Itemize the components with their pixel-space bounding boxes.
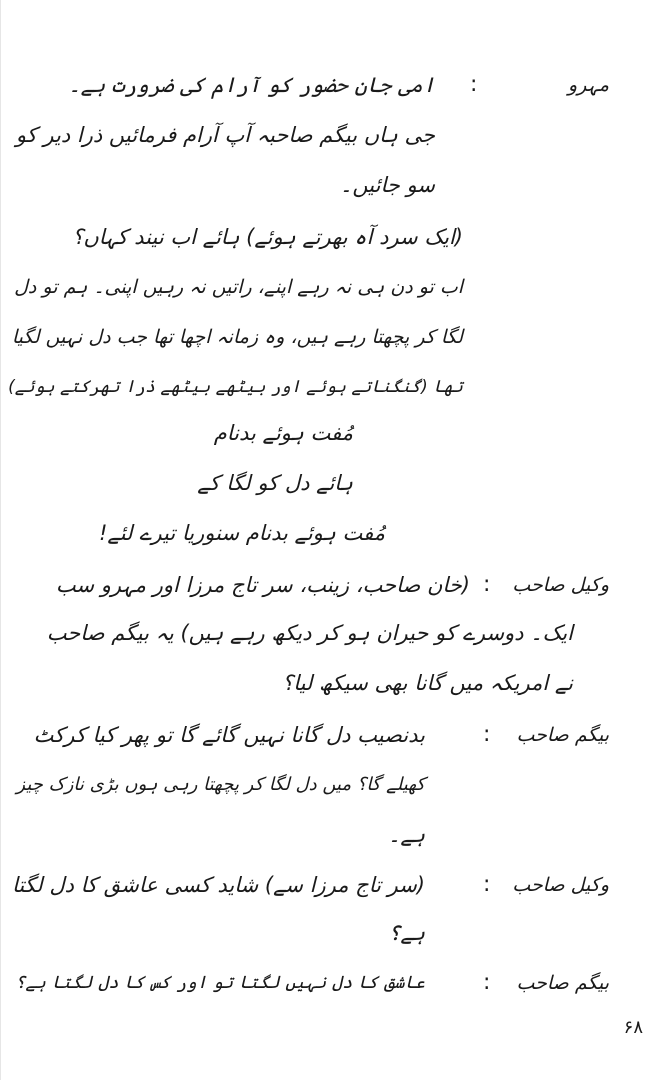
dialogue-line: نے امریکہ میں گانا بھی سیکھ لیا؟ (282, 671, 573, 695)
speaker-begum-sahab: بیگم صاحب (516, 972, 609, 994)
dialogue-line: (ایک سرد آہ بھرتے ہوئے) ہائے اب نیند کہاں؟ (72, 225, 463, 249)
speaker-vakeel-sahab: وکیل صاحب (512, 574, 609, 596)
speaker-vakeel-sahab: وکیل صاحب (512, 874, 609, 896)
song-line: ہائے دل کو لگا کے (197, 471, 353, 495)
speaker-colon: : (483, 572, 491, 597)
page-number: ۶۸ (623, 1017, 643, 1038)
speaker-mehroo: مہرو (568, 74, 609, 96)
speaker-colon: : (483, 722, 491, 747)
dialogue-line: (سر تاج مرزا سے) شاید کسی عاشق کا دل لگتا (11, 873, 425, 897)
dialogue-line: کھیلے گا؟ میں دل لگا کر پچھتا رہی ہوں بڑی نازک چیز (16, 774, 425, 795)
dialogue-line: عاشق کا دل نہیں لگتا تو اور کس کا دل لگتا ہے؟ (15, 973, 425, 993)
dialogue-line: جی ہاں بیگم صاحبہ آپ آرام فرمائیں ذرا دیر کو (15, 123, 435, 147)
dialogue-line: تھا (گنگناتے ہوئے اور بیٹھے بیٹھے ذرا تھرکتے ہوئے) (8, 377, 463, 397)
speaker-begum-sahab: بیگم صاحب (516, 724, 609, 746)
speaker-colon: : (483, 872, 491, 897)
speaker-colon: : (470, 72, 478, 97)
song-line: مُفت ہوئے بدنام سنوریا تیرے لئے! (99, 521, 385, 545)
speaker-colon: : (483, 970, 491, 995)
dialogue-line: اب تو دن ہی نہ رہے اپنے، راتیں نہ رہیں اپنی۔ ہم تو دل (14, 276, 463, 298)
dialogue-line: امی جان حضور کو آرام کی ضرورت ہے۔ (68, 73, 435, 97)
dialogue-line: بدنصیب دل گانا نہیں گائے گا تو پھر کیا کرکٹ (33, 723, 425, 747)
page-edge-left (0, 0, 1, 1080)
dialogue-line: لگا کر پچھتا رہے ہیں، وہ زمانہ اچھا تھا جب دل نہیں لگیا (11, 326, 463, 348)
dialogue-line: سو جائیں۔ (340, 173, 435, 197)
dialogue-line: ہے۔ (388, 823, 425, 847)
dialogue-line: (خان صاحب، زینب، سر تاج مرزا اور مہرو سب (55, 573, 470, 597)
dialogue-line: ہے؟ (388, 921, 425, 945)
song-line: مُفت ہوئے بدنام (213, 421, 353, 445)
dialogue-line: ایک۔ دوسرے کو حیران ہو کر دیکھ رہے ہیں) یہ بیگم صاحب (46, 621, 573, 645)
